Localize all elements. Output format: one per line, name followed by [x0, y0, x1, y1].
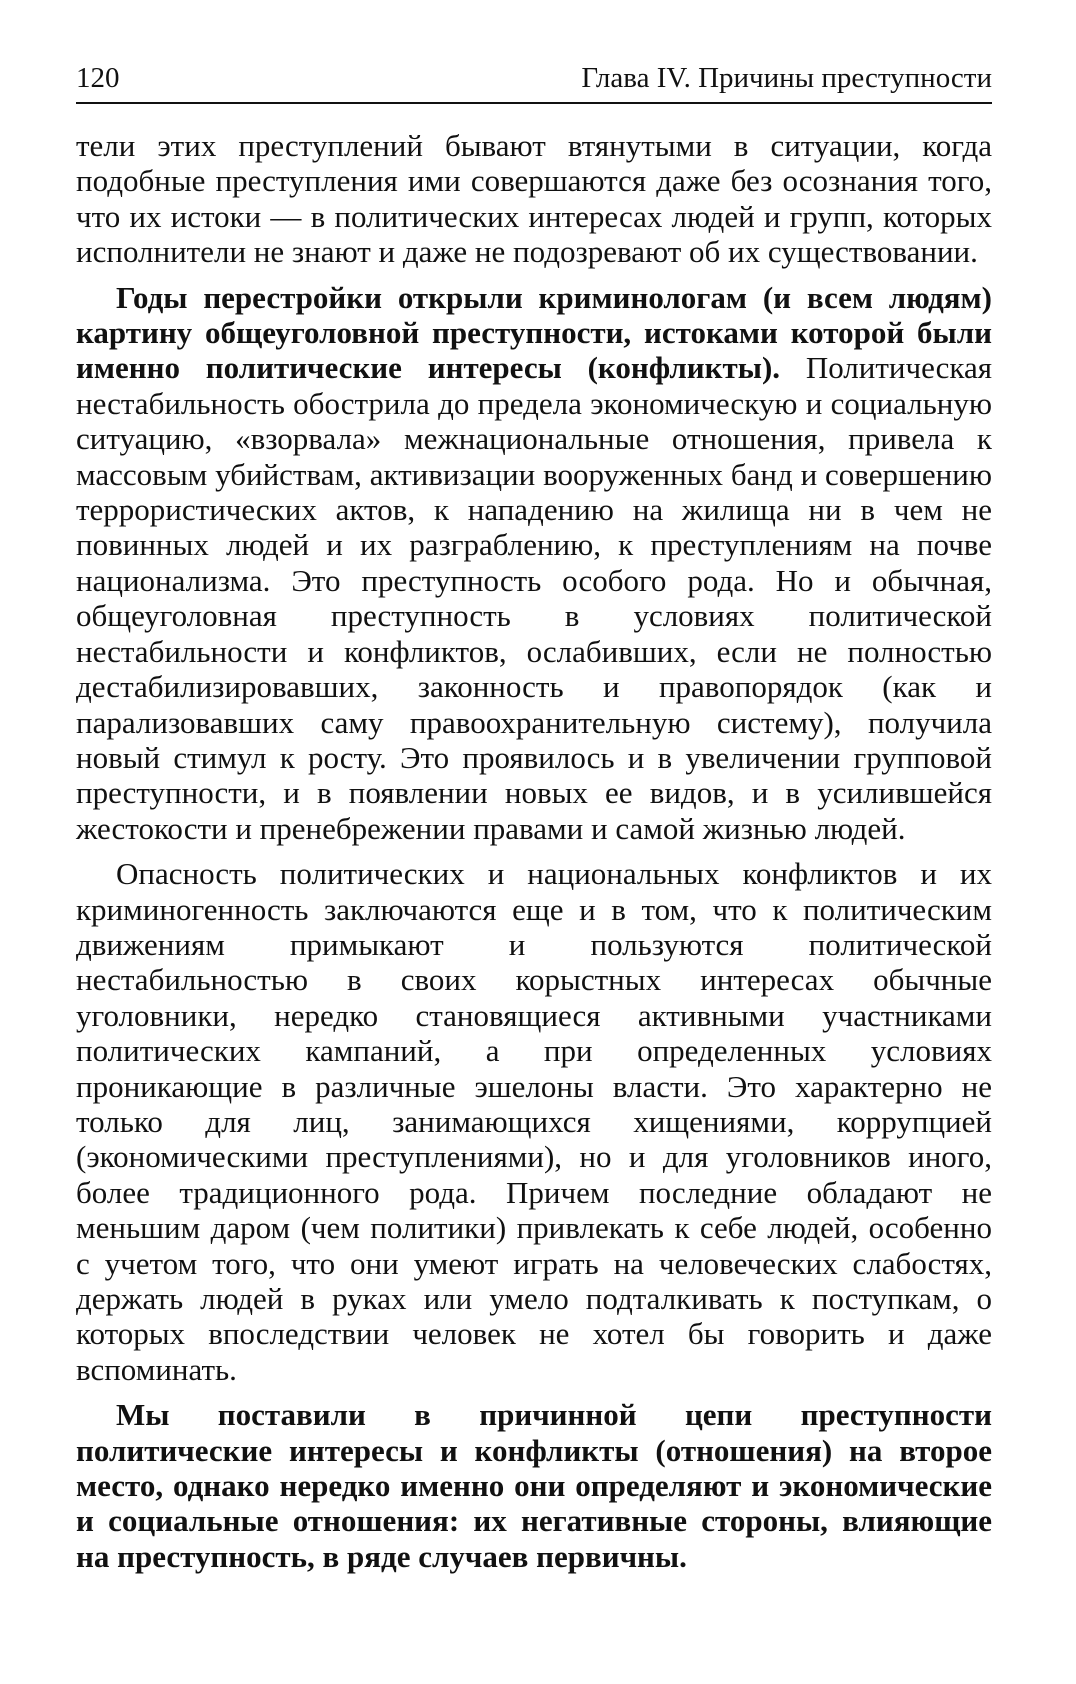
page-body: [76, 128, 992, 1574]
paragraph-text: тели этих преступлений бывают втянутыми в ситуации, когда подобные преступления ими совершаются даже без осознания того, что их истоки — в политических интересах людей и групп, которых исполнители не знают и даже не подозревают об их существовании.: [76, 128, 992, 270]
paragraph-continuation: [76, 128, 992, 270]
running-header: [76, 60, 992, 104]
page-number: 120: [76, 62, 120, 94]
paragraph-text: Опасность политических и национальных конфликтов и их криминогенность заключаются еще и в том, что к политическим движениям примыкают и пользуются политической нестабильностью в своих корыстных интересах обычные уголовники, нередко становящиеся активными участниками политических кампаний, а при определенных условиях проникающие в различные эшелоны власти. Это характерно не только для лиц, занимающихся хищениями, коррупцией (экономическими преступлениями), но и для уголовников иного, более традиционного рода. Причем последние обладают не меньшим даром (чем политики) привлекать к себе людей, особенно с учетом того, что они умеют играть на человеческих слабостях, держать людей в руках или умело подталкивать к поступкам, о которых впоследствии человек не хотел бы говорить и даже вспоминать.: [76, 856, 992, 1387]
paragraph-conclusion: [76, 1397, 992, 1574]
paragraph-perestroika: [76, 280, 992, 847]
paragraph-emphasis: Мы поставили в причинной цепи преступности политические интересы и конфликты (отношения) на второе место, однако нередко именно они определяют и экономические и социальные отношения: их негативные стороны, влияющие на преступность, в ряде случаев первичны.: [76, 1397, 992, 1574]
paragraph-text: Политическая нестабильность обострила до предела экономическую и социальную ситуацию, «взорвала» межнациональные отношения, привела к массовым убийствам, активизации вооруженных банд и совершению террористических актов, к нападению на жилища ни в чем не повинных людей и их разграблению, к преступлениям на почве национализма. Это преступность особого рода. Но и обычная, общеуголовная преступность в условиях политической нестабильности и конфликтов, ослабивших, если не полностью дестабилизировавших, законность и правопорядок (как и парализовавших саму правоохранительную систему), получила новый стимул к росту. Это проявилось и в увеличении групповой преступности, и в появлении новых ее видов, и в усилившейся жестокости и пренебрежении правами и самой жизнью людей.: [76, 350, 992, 846]
paragraph-emphasis: Годы перестройки открыли криминологам (и всем людям) картину общеуголовной преступности, истоками которой были именно политические интересы (конфликты).: [76, 279, 992, 386]
paragraph-danger: [76, 856, 992, 1387]
chapter-title: Глава IV. Причины преступности: [581, 62, 992, 94]
